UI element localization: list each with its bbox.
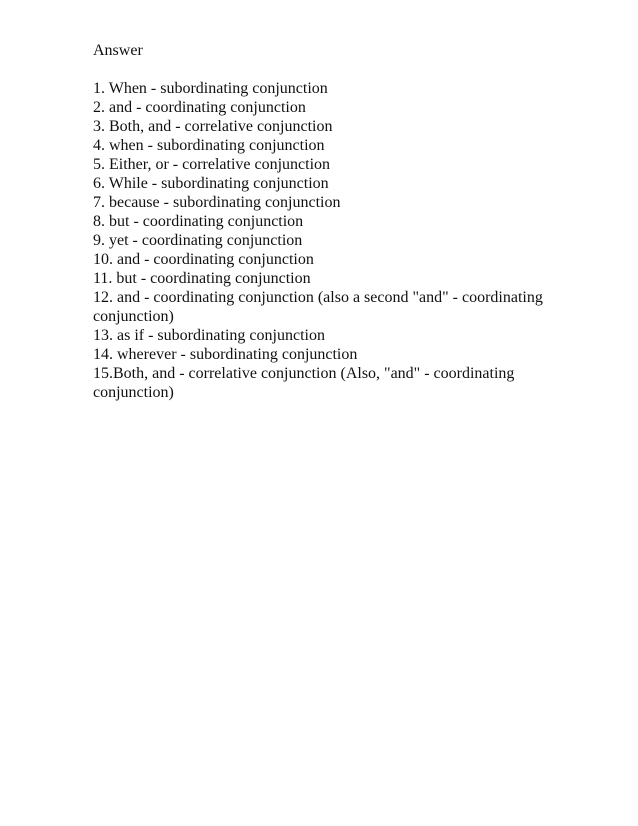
answer-line: 10. and - coordinating conjunction (93, 251, 314, 268)
answer-line: 6. While - subordinating conjunction (93, 175, 329, 192)
answer-line: 4. when - subordinating conjunction (93, 137, 325, 154)
answer-line: 5. Either, or - correlative conjunction (93, 156, 331, 173)
answer-line: 14. wherever - subordinating conjunction (93, 346, 358, 363)
answer-list (93, 79, 543, 402)
answer-line: 15.Both, and - correlative conjunction (Also, "and" - coordinating conjunction) (93, 365, 515, 401)
answer-heading: Answer (93, 42, 143, 59)
answer-line: 2. and - coordinating conjunction (93, 99, 306, 116)
answer-line: 12. and - coordinating conjunction (also a second "and" - coordinating conjunction) (93, 289, 543, 325)
answer-line: 8. but - coordinating conjunction (93, 213, 304, 230)
answer-line: 3. Both, and - correlative conjunction (93, 118, 333, 135)
answer-line: 7. because - subordinating conjunction (93, 194, 341, 211)
answer-line: 11. but - coordinating conjunction (93, 270, 311, 287)
answer-line: 13. as if - subordinating conjunction (93, 327, 325, 344)
document-content (93, 41, 543, 402)
answer-line: 9. yet - coordinating conjunction (93, 232, 303, 249)
answer-line: 1. When - subordinating conjunction (93, 80, 328, 97)
